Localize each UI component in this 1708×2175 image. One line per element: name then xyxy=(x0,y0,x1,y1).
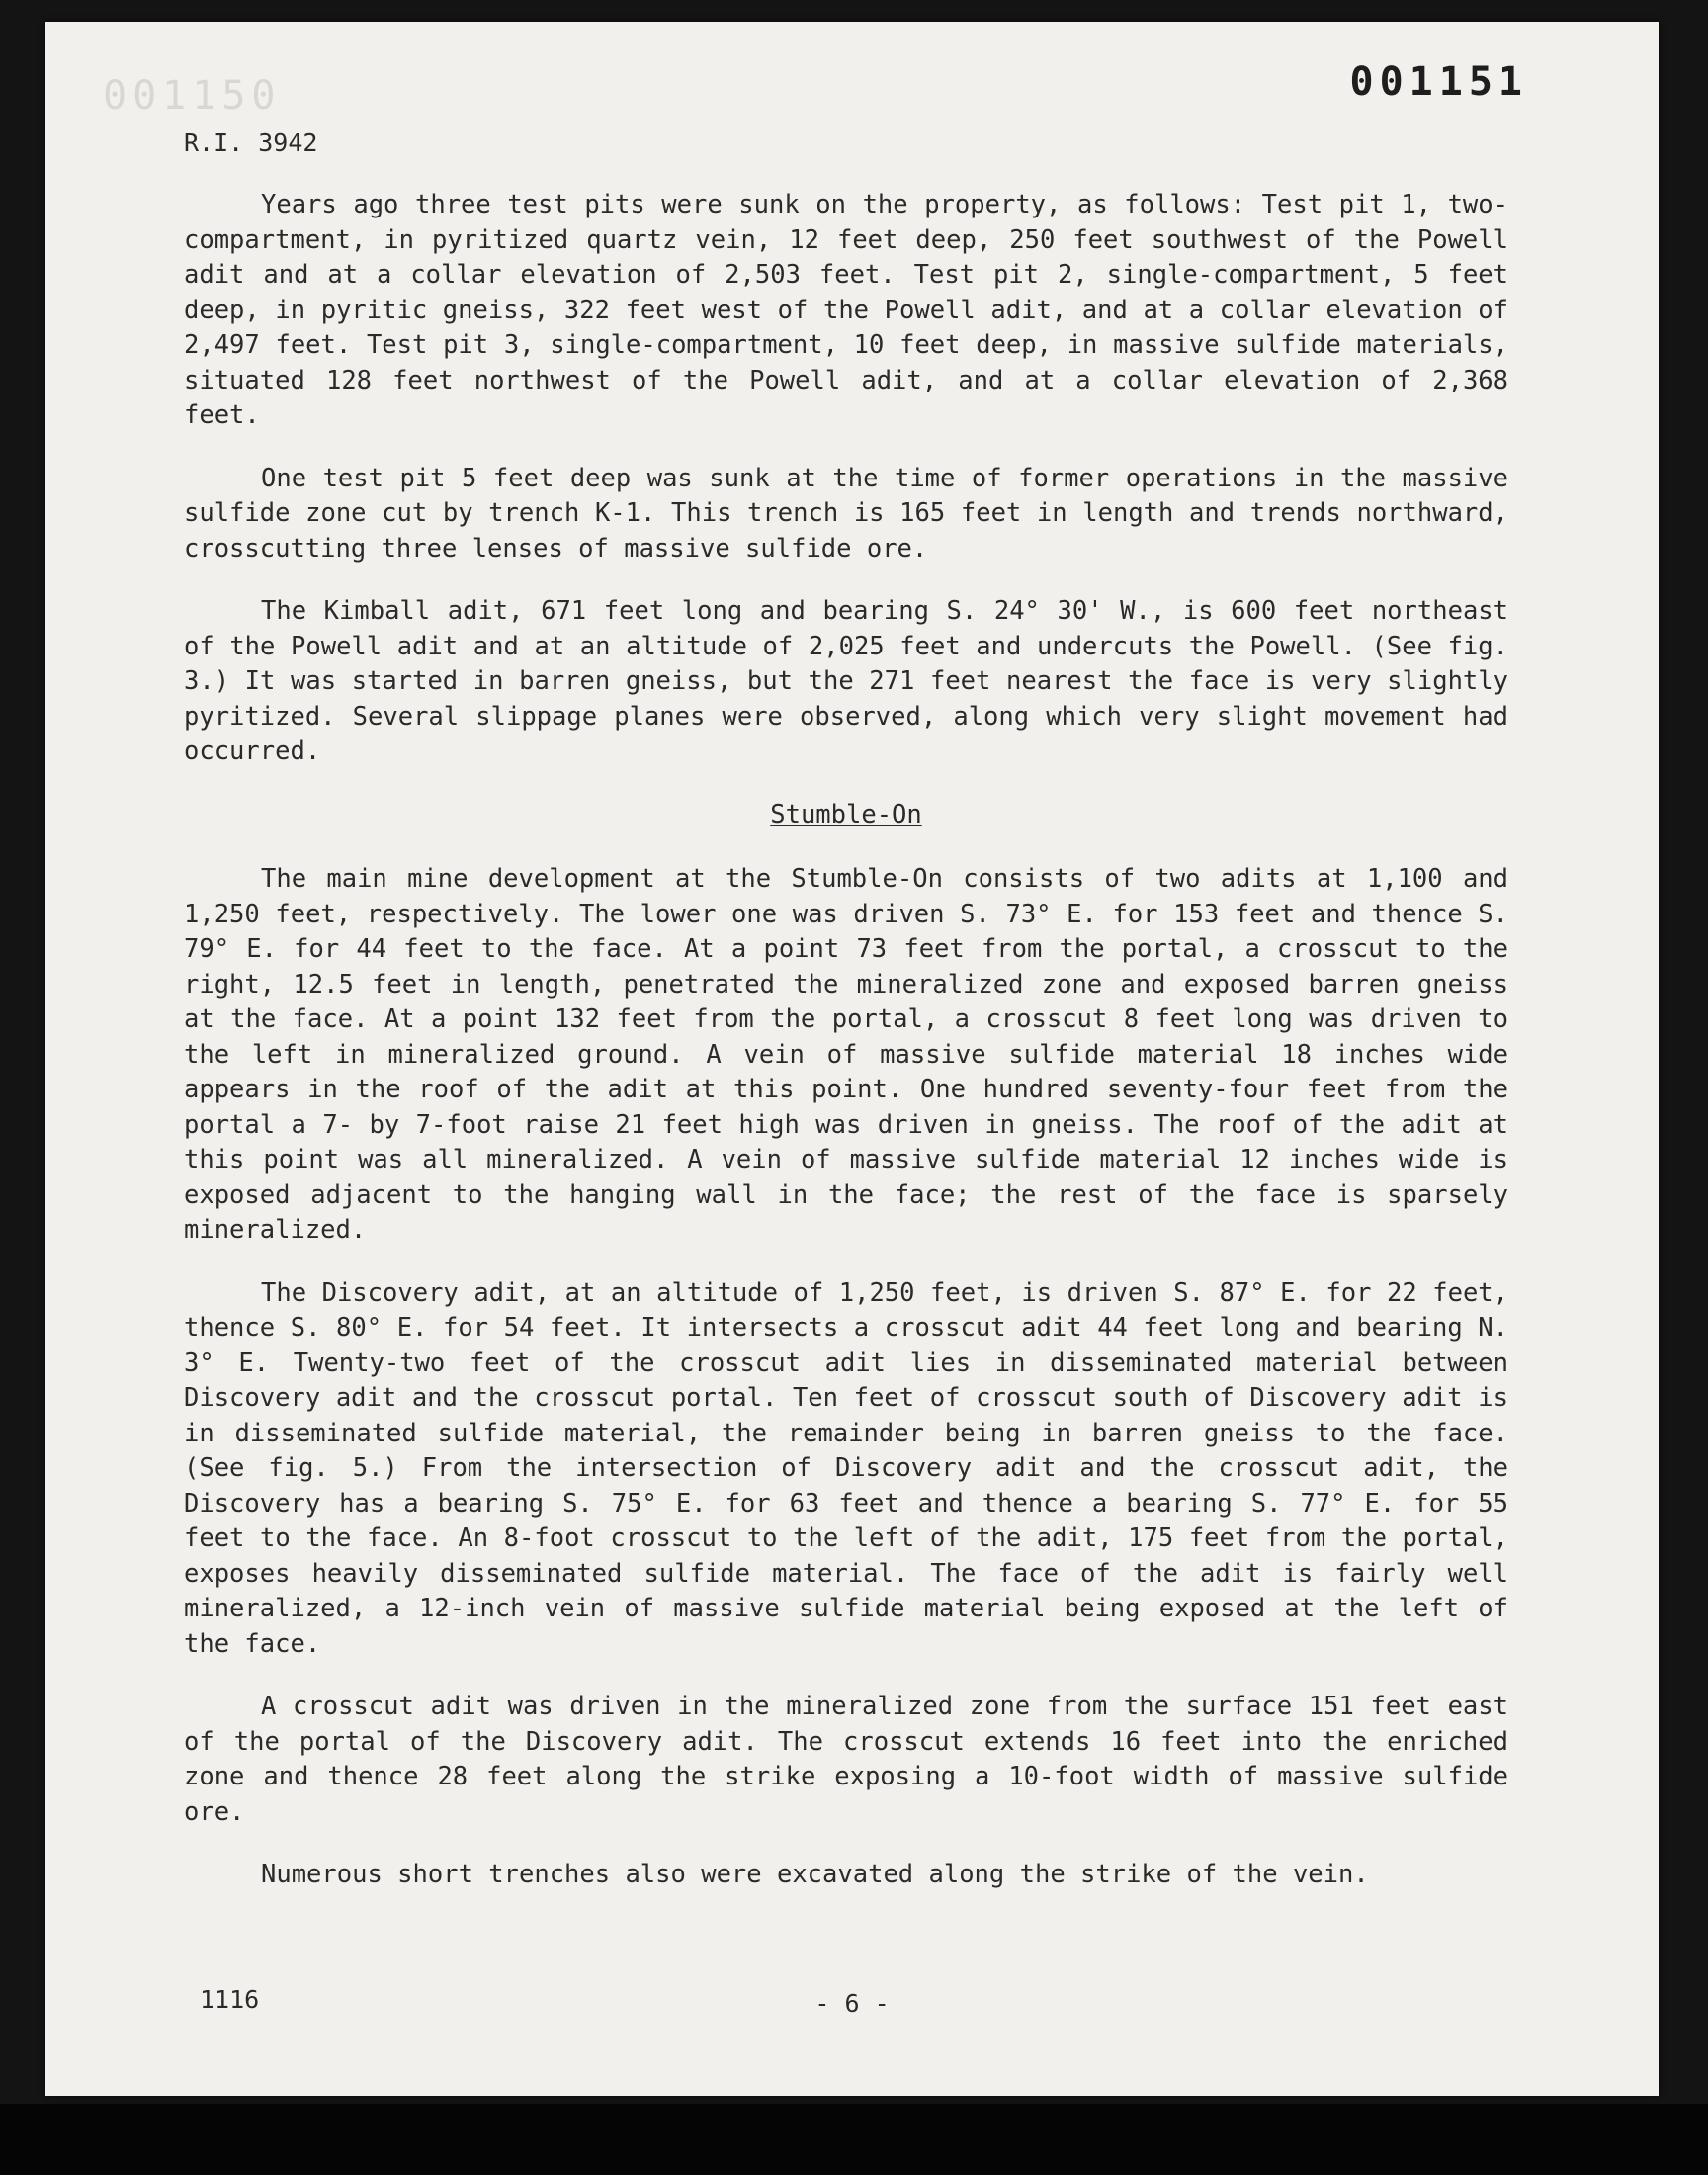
paragraph-test-pits: Years ago three test pits were sunk on the property, as follows: Test pit 1, two-compartment, in pyritized quartz vein, 12 feet deep, 250 feet southwest of the Powell adit and at a collar elevation of 2,503 feet. Test pit 2, single-compartment, 5 feet deep, in pyritic gneiss, 322 feet west of the Powell adit, and at a collar elevation of 2,497 feet. Test pit 3, single-compartment, 10 feet deep, in massive sulfide materials, situated 128 feet northwest of the Powell adit, and at a collar elevation of 2,368 feet. xyxy=(184,190,1508,430)
document-body xyxy=(184,188,1508,1921)
section-heading xyxy=(184,798,1508,833)
paragraph-trenches: Numerous short trenches also were excavated along the strike of the vein. xyxy=(261,1860,1369,1889)
paragraph-trench: One test pit 5 feet deep was sunk at the time of former operations in the massive sulfide zone cut by trench K-1. This trench is 165 feet in length and trends northward, crosscutting three lenses of massive sulfide ore. xyxy=(184,463,1508,564)
paragraph-main-development: The main mine development at the Stumble-On consists of two adits at 1,100 and 1,250 feet, respectively. The lower one was driven S. 73° E. for 153 feet and thence S. 79° E. for 44 feet to the face. At a point 73 feet from the portal, a crosscut to the right, 12.5 feet in length, penetrated the mineralized zone and exposed barren gneiss at the face. At a point 132 feet from the portal, a crosscut 8 feet long was driven to the left in mineralized ground. A vein of massive sulfide material 18 inches wide appears in the roof of the adit at this point. One hundred seventy-four feet from the portal a 7- by 7-foot raise 21 feet high was driven in gneiss. The roof of the adit at this point was all mineralized. A vein of massive sulfide material 12 inches wide is exposed adjacent to the hanging wall in the face; the rest of the face is sparsely mineralized. xyxy=(184,864,1508,1245)
section-heading-text: Stumble-On xyxy=(770,799,922,829)
paragraph-kimball-adit: The Kimball adit, 671 feet long and bearing S. 24° 30' W., is 600 feet northeast of the Powell adit and at an altitude of 2,025 feet and undercuts the Powell. (See fig. 3.) It was started in barren gneiss, but the 271 feet nearest the face is very slightly pyritized. Several slippage planes were observed, along which very slight movement had occurred. xyxy=(184,596,1508,766)
document-page xyxy=(45,22,1659,2096)
footer-code: 1116 xyxy=(200,1985,260,2014)
report-id: R.I. 3942 xyxy=(184,129,318,157)
paragraph-crosscut-adit: A crosscut adit was driven in the mineralized zone from the surface 151 feet east of the portal of the Discovery adit. The crosscut extends 16 feet into the enriched zone and thence 28 feet along the strike exposing a 10-foot width of massive sulfide ore. xyxy=(184,1692,1508,1827)
scan-border xyxy=(0,2104,1708,2175)
bleed-through-stamp: 001150 xyxy=(103,73,282,119)
document-number-stamp: 001151 xyxy=(1349,59,1528,105)
paragraph-discovery-adit: The Discovery adit, at an altitude of 1,250 feet, is driven S. 87° E. for 22 feet, thence S. 80° E. for 54 feet. It intersects a crosscut adit 44 feet long and bearing N. 3° E. Twenty-two feet of the crosscut adit lies in disseminated material between Discovery adit and the crosscut portal. Ten feet of crosscut south of Discovery adit is in disseminated sulfide material, the remainder being in barren gneiss to the face. (See fig. 5.) From the intersection of Discovery adit and the crosscut adit, the Discovery has a bearing S. 75° E. for 63 feet and thence a bearing S. 77° E. for 55 feet to the face. An 8-foot crosscut to the left of the adit, 175 feet from the portal, exposes heavily disseminated sulfide material. The face of the adit is fairly well mineralized, a 12-inch vein of massive sulfide material being exposed at the left of the face. xyxy=(184,1277,1508,1659)
page-number: - 6 - xyxy=(814,1989,890,2018)
